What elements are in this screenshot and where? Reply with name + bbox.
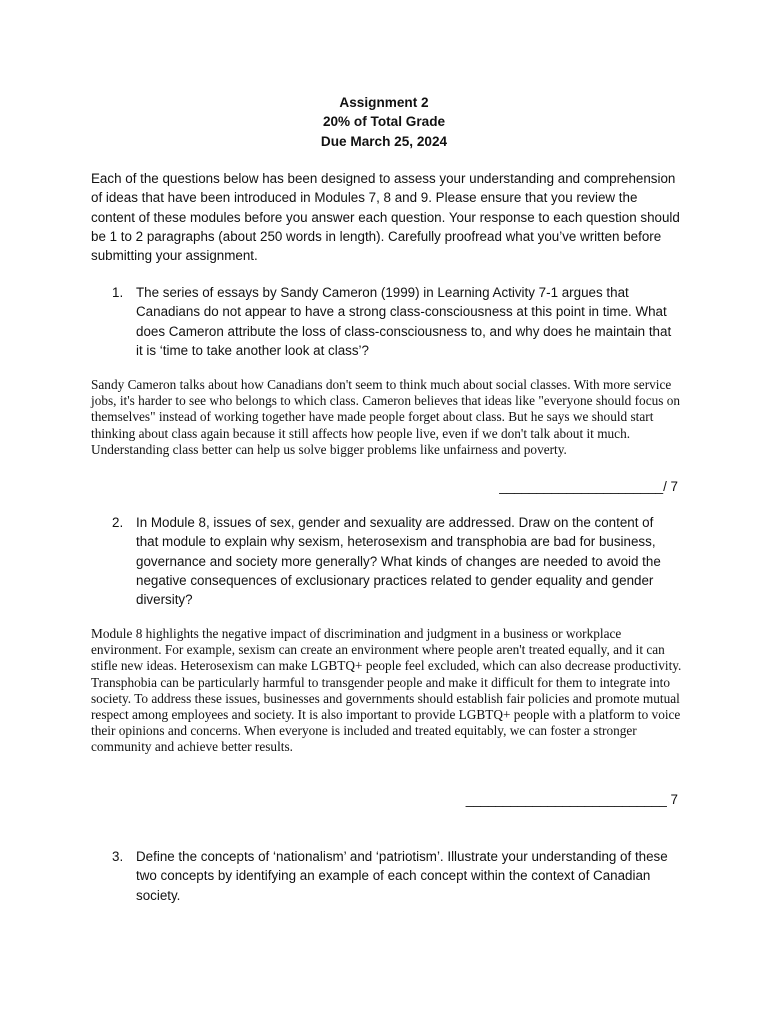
question-1: [112, 283, 676, 360]
question-1-text: The series of essays by Sandy Cameron (1999) in Learning Activity 7-1 argues that Canadians do not appear to have a strong class-consciousness at this point in time. What does Cameron attribute the loss of class-consciousness to, and why does he maintain that it is ‘time to take another look at class’?: [136, 285, 672, 358]
question-2: [112, 513, 676, 609]
answer-1-paragraph: Sandy Cameron talks about how Canadians don't seem to think much about social classes. With more service jobs, it's harder to see who belongs to which class. Cameron believes that ideas like "everyone should focus on themselves" instead of working together have made people forget about class. But he says we should start thinking about class again because it still affects how people live, even if we don't talk about it much. Understanding class better can help us solve bigger problems like unfairness and poverty.: [91, 377, 681, 457]
question-2-text: In Module 8, issues of sex, gender and sexuality are addressed. Draw on the content of that module to explain why sexism, heterosexism and transphobia are bad for business, governance and society more generally? What kinds of changes are needed to avoid the negative consequences of exclusionary practices related to gender equality and gender diversity?: [136, 515, 661, 608]
question-3-number: 3.: [112, 849, 124, 864]
answer-2-paragraph: Module 8 highlights the negative impact of discrimination and judgment in a business or workplace environment. For example, sexism can create an environment where people aren't treated equally, and it can stifle new ideas. Heterosexism can make LGBTQ+ people feel excluded, which can also decrease productivity. Transphobia can be particularly harmful to transgender people and make it difficult for them to integrate into society. To address these issues, businesses and governments should establish fair policies and promote mutual respect among employees and society. It is also important to provide LGBTQ+ people with a platform to voice their opinions and concerns. When everyone is included and treated equitably, we can foster a stronger community and achieve better results.: [91, 626, 682, 755]
intro-paragraph: Each of the questions below has been designed to assess your understanding and comprehension of ideas that have been introduced in Modules 7, 8 and 9. Please ensure that you review the content of these modules before you answer each question. Your response to each question should be 1 to 2 paragraphs (about 250 words in length). Carefully proofread what you’ve written before submitting your assignment.: [91, 171, 680, 264]
score-line-1: ______________________/ 7: [499, 479, 678, 494]
assignment-weight: 20% of Total Grade: [322, 114, 446, 130]
question-2-number: 2.: [112, 515, 124, 530]
score-line-2: ___________________________ 7: [465, 792, 678, 807]
question-3-text: Define the concepts of ‘nationalism’ and ‘patriotism’. Illustrate your understanding of these two concepts by identifying an example of each concept within the context of Canadian society.: [136, 849, 668, 903]
question-1-number: 1.: [112, 285, 124, 300]
assignment-due-date: Due March 25, 2024: [320, 133, 448, 149]
assignment-heading: [0, 93, 768, 151]
assignment-title: Assignment 2: [339, 95, 429, 110]
question-3: [112, 847, 676, 905]
